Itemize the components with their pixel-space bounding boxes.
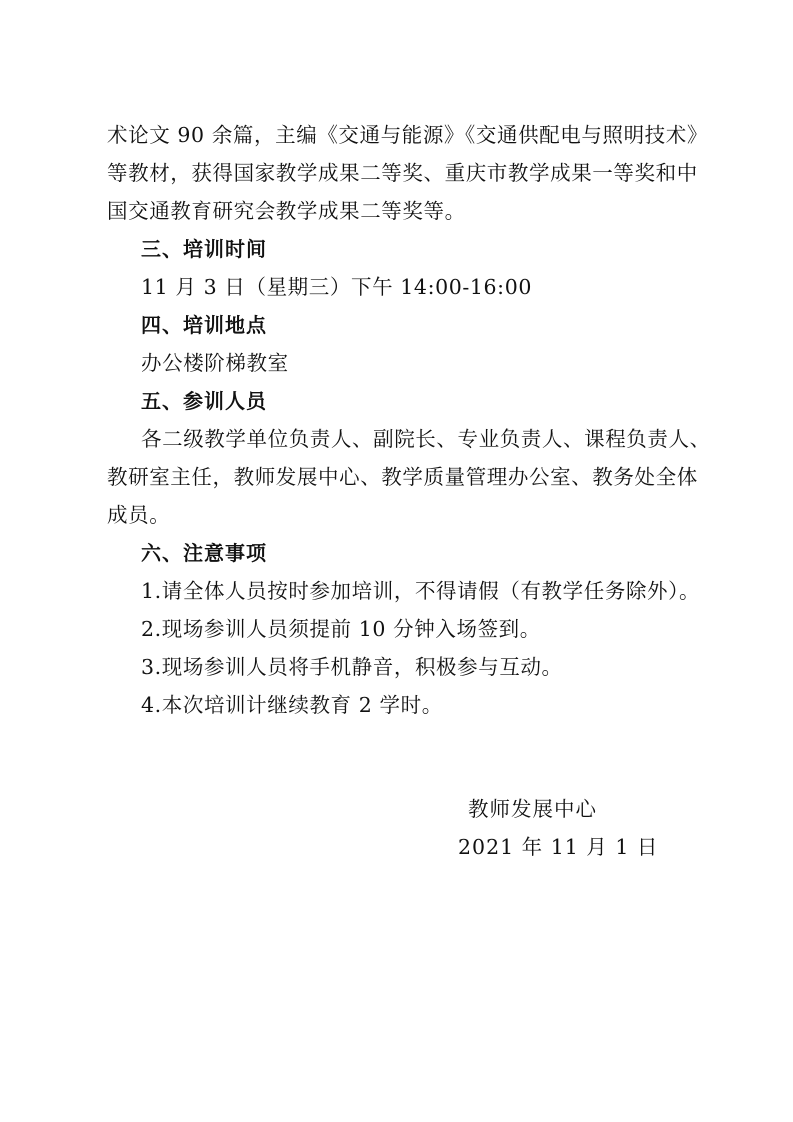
note-item-1: 1.请全体人员按时参加培训，不得请假（有教学任务除外）。 <box>141 579 701 603</box>
attendees-line-3: 成员。 <box>107 503 171 527</box>
signature-date: 2021 年 11 月 1 日 <box>458 835 659 859</box>
section-heading-attendees: 五、参训人员 <box>141 389 267 413</box>
section-heading-notes: 六、注意事项 <box>141 541 267 565</box>
intro-line-3: 国交通教育研究会教学成果二等奖等。 <box>107 199 466 223</box>
note-item-2: 2.现场参训人员须提前 10 分钟入场签到。 <box>141 617 541 641</box>
training-time-text: 11 月 3 日（星期三）下午 14:00-16:00 <box>141 275 532 299</box>
section-heading-place: 四、培训地点 <box>141 313 267 337</box>
note-item-4: 4.本次培训计继续教育 2 学时。 <box>141 693 443 717</box>
attendees-line-2: 教研室主任，教师发展中心、教学质量管理办公室、教务处全体 <box>107 465 698 489</box>
signature-org: 教师发展中心 <box>468 797 597 821</box>
intro-line-1: 术论文 90 余篇，主编《交通与能源》《交通供配电与照明技术》 <box>107 123 708 147</box>
intro-line-2: 等教材，获得国家教学成果二等奖、重庆市教学成果一等奖和中 <box>107 161 698 185</box>
training-place-text: 办公楼阶梯教室 <box>141 351 289 375</box>
section-heading-time: 三、培训时间 <box>141 237 267 261</box>
note-item-3: 3.现场参训人员将手机静音，积极参与互动。 <box>141 655 563 679</box>
attendees-line-1: 各二级教学单位负责人、副院长、专业负责人、课程负责人、 <box>141 427 711 451</box>
